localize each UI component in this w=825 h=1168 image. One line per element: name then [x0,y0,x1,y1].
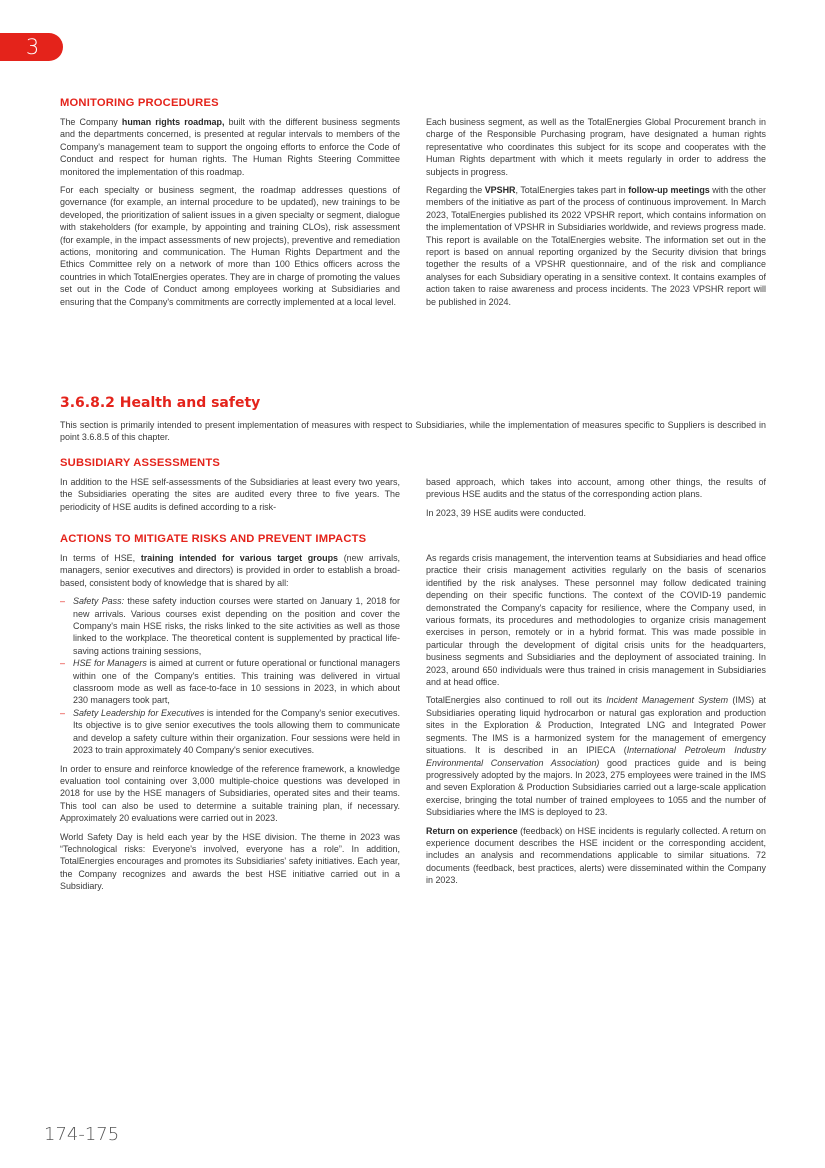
world-safety-day-paragraph: World Safety Day is held each year by the HSE division. The theme in 2023 was “Technological risks: Everyone's involved, everyone has a role”. In addition, TotalEnergies encourages and promotes its Subsidiaries' safety initiatives. Each year, the Company recognizes and awards the best HSE initiative carried out in a Subsidiary. [60,831,400,892]
actions-left-column [60,552,400,893]
roadmap-paragraph: The Company human rights roadmap, built with the different business segments and the departments concerned, is presented at regular intervals to members of the Company's management team to support the ongoing efforts to enforce the Code of Conduct and respect for human rights. The Human Rights Steering Committee monitored the implementation of this roadmap. [60,117,400,177]
subsidiary-heading: SUBSIDIARY ASSESSMENTS [60,457,221,469]
page-number: 174-175 [44,1124,120,1145]
subsidiary-left-column [60,476,400,513]
business-segment-paragraph: Each business segment, as well as the TotalEnergies Global Procurement branch in charge of the Responsible Purchasing program, have designated a human rights representative who coordinates this subject for its scope and cooperates with the Human Rights department with which it meets regularly in order to address the subjects in progress. [426,117,766,177]
return-on-experience-paragraph: Return on experience (feedback) on HSE incidents is regularly collected. A return on experience document describes the HSE incident or the corresponding accident, includes an analysis and recommendations applicable to similar situations. 72 documents (feedback, best practices, alerts) were disseminated within the Company in 2023. [426,825,766,886]
knowledge-tool-paragraph: In order to ensure and reinforce knowledge of the reference framework, a knowledge evaluation tool containing over 3,000 multiple-choice questions was developed in 2018 for use by the HSE managers of Subsidiaries, operated sites and their teams. This tool can also be used to determine a suitable training plan, if necessary. Approximately 20 evaluations were carried out in 2023. [60,763,400,824]
ims-paragraph: TotalEnergies also continued to roll out its Incident Management System (IMS) at Subsidiaries operating liquid hydrocarbon or natural gas exploration and production sites in the Exploration & Production, Integrated LNG and Integrated Power segments. The IMS is a harmonized system for the management of emergency situations. It is described in an IPIECA (International Petroleum Industry Environmental Conservation Association) good practices guide and is being progressively adopted by the majors. In 2023, 275 employees were trained in the IMS and seven Exploration & Production Subsidiaries carried out a large-scale application exercise, bringing the total number of trained employees to 1055 and the number of Subsidiaries where the IMS is deployed to 23. [426,695,767,818]
crisis-management-paragraph: As regards crisis management, the intervention teams at Subsidiaries and head office practice their crisis management activities regularly on the basis of scenarios identified by the risk analyses. These personnel may follow dedicated training depending on their specific functions. The context of the COVID-19 pandemic demonstrated the Company's capacity for resilience, where the Company used, in various formats, its procedures and methodologies to organize crisis management exercises in person, remotely or in a hybrid format. This was made possible in particular through the development of digital crisis units for the headquarters, business segments and Subsidiaries and the deployment of associated training. In 2023, around 650 individuals were thus trained in crisis management in Subsidiaries and at head office. [426,553,766,688]
risk-approach-paragraph: based approach, which takes into account, among other things, the results of previous HSE audits and the status of the corresponding action plans. [426,477,766,500]
monitoring-right-column [426,116,766,308]
monitoring-heading: MONITORING PROCEDURES [60,97,219,109]
audits-count-paragraph: In 2023, 39 HSE audits were conducted. [426,507,586,518]
subsidiary-audit-paragraph: In addition to the HSE self-assessments of the Subsidiaries at least every two years, the Subsidiaries operating the sites are audited every three to five years. The periodicity of HSE audits is defined according to a risk- [60,477,400,512]
health-intro: This section is primarily intended to present implementation of measures with respect to Subsidiaries, while the implementation of measures specific to Suppliers is described in point 3.6.8.5 of this chapter. [60,420,766,443]
list-item: – Safety Leadership for Executives is intended for the Company's senior executives. Its objective is to give senior executives the tools allowing them to communicate and develop a safety culture within their organization. Four sessions were held in 2023 to train approximately 40 Company's senior executives. [60,707,400,757]
training-list [60,595,400,756]
training-paragraph: In terms of HSE, training intended for various target groups (new arrivals, managers, senior executives and directors) is provided in order to establish a broad-based, consistent body of knowledge that is shared by all: [60,553,401,588]
actions-heading: ACTIONS TO MITIGATE RISKS AND PREVENT IMPACTS [60,533,367,545]
specialty-paragraph: For each specialty or business segment, the roadmap addresses questions of governance (for example, an internal procedure to be updated), new trainings to be developed, the prioritization of salient issues in a given specialty or segment, dialogue with stakeholders (for example, by appointing and training CLOs), risk assessment (for example, in the impact assessments of new projects), preventive and remediation actions, monitoring and communication. The Human Rights Department and the Ethics Committee rely on a network of more than 100 Ethics officers across the countries in which TotalEnergies operates. They are in charge of promoting the values set out in the Code of Conduct among employees working at Subsidiaries and ensuring that the Company's commitments are correctly implemented at a local level. [60,185,400,307]
actions-right-column [426,552,766,887]
section-title-health-safety: 3.6.8.2 Health and safety [60,395,261,411]
monitoring-left-column [60,116,400,308]
chapter-tab: 3 [0,33,63,61]
list-item: – Safety Pass: these safety induction courses were started on January 1, 2018 for new arrivals. Various courses exist depending on the position and cover the Company's main HSE risks, the risks linked to the site activities as well as those linked to the workplace. The theoretical content is supplemented by practical life-saving actions training sessions, [60,595,400,657]
vpshr-paragraph: Regarding the VPSHR, TotalEnergies takes part in follow-up meetings with the other members of the initiative as part of the process of continuous improvement. In March 2023, TotalEnergies published its 2022 VPSHR report, which contains information on the implementation of VPSHR in Subsidiaries worldwide, and reviews progress made. This report is available on the TotalEnergies website. The information set out in the report is based on annual reporting organized by the Security division that brings together the results of a VPSHR questionnaire, and of the risk and compliance analyses for each Subsidiary operating in a sensitive context. It contains examples of action taken to raise awareness and process incidents. The 2023 VPSHR report will be published in 2024. [426,185,766,307]
list-item: – HSE for Managers is aimed at current or future operational or functional managers within one of the Company's entities. This training was delivered in virtual classroom mode as well as face-to-face in 10 sessions in 2023, in which about 230 managers took part, [60,657,400,707]
subsidiary-right-column [426,476,766,519]
